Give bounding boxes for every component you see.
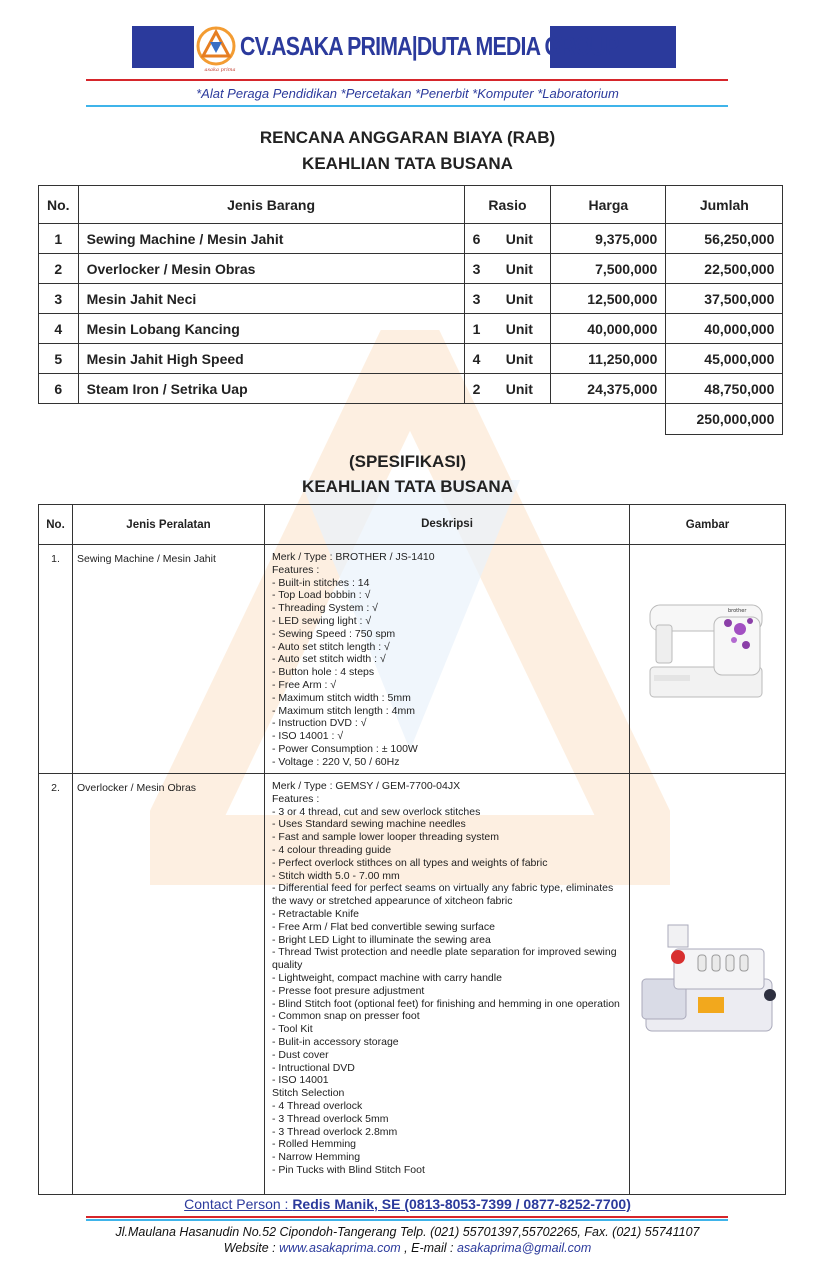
table-row (39, 545, 786, 774)
row-qty: 2 (464, 374, 488, 404)
company-address: Jl.Maulana Hasanudin No.52 Cipondoh-Tangerang Telp. (021) 55701397,55702265, Fax. (021) 55741107 (115, 1225, 700, 1239)
spec-row-desc: Merk / Type : GEMSY / GEM-7700-04JX Features : - 3 or 4 thread, cut and sew overlock stitches - Uses Standard sewing machine needles - Fast and sample lower looper threading system - 4 colour threading guide - Perfect overlock stithces on all types and weights of fabric - Stitch width 5.0 - 7.00 mm - Differential feed for perfect seams on virtually any fabric type, eliminates the wavy or stretched appearunce of xitcheon fabric - Retractable Knife - Free Arm / Flat bed convertible sewing surface - Bright LED Light to illuminate the sewing area - Thread Twist protection and needle plate separation for improved sewing quality - Lightweight, compact machine with carry handle - Presse foot presure adjustment - Blind Stitch foot (optional feet) for finishing and hemming in one operation - Common snap on presser foot - Tool Kit - Bulit-in accessory storage - Dust cover - Intructional DVD - ISO 14001 Stitch Selection - 4 Thread overlock - 3 Thread overlock 5mm - 3 Thread overlock 2.8mm - Rolled Hemming - Narrow Hemming - Pin Tucks with Blind Stitch Foot (265, 774, 630, 1195)
row-item: Mesin Lobang Kancing (78, 314, 464, 344)
machine-brand-label: brother (728, 608, 747, 614)
row-item: Sewing Machine / Mesin Jahit (78, 224, 464, 254)
rab-col-item: Jenis Barang (78, 186, 464, 224)
row-price: 40,000,000 (551, 314, 666, 344)
row-unit: Unit (488, 314, 551, 344)
row-item: Steam Iron / Setrika Uap (78, 374, 464, 404)
table-row (39, 224, 783, 254)
table-row (39, 774, 786, 1195)
spec-row-image (630, 545, 786, 774)
contact-value: Redis Manik, SE (0813-8053-7399 / 0877-8252-7700) (292, 1196, 631, 1212)
website-label: Website : (223, 1241, 280, 1255)
company-name: CV.ASAKA PRIMA|DUTA MEDIA GROUP (240, 31, 619, 61)
rab-col-total: Jumlah (666, 186, 783, 224)
table-row (39, 314, 783, 344)
table-row (39, 344, 783, 374)
email-label: , E-mail : (400, 1241, 457, 1255)
rab-col-price: Harga (551, 186, 666, 224)
row-total: 45,000,000 (666, 344, 783, 374)
grand-total: 250,000,000 (666, 404, 783, 435)
spec-row-no: 2. (39, 774, 73, 1195)
spec-table (38, 504, 786, 1195)
spec-row-desc: Merk / Type : BROTHER / JS-1410 Features : - Built-in stitches : 14 - Top Load bobbin : √ - Threading System : √ - LED sewing light : √ - Sewing Speed : 750 spm - Auto set stitch length : √ - Auto set stitch width : √ - Button hole : 4 steps - Free Arm : √ - Maximum stitch width : 5mm - Maximum stitch length : 4mm - Instruction DVD : √ - ISO 14001 : √ - Power Consumption : ± 100W - Voltage : 220 V, 50 / 60Hz (265, 545, 630, 774)
row-price: 24,375,000 (551, 374, 666, 404)
website-link[interactable]: www.asakaprima.com (279, 1241, 401, 1255)
rab-col-no: No. (39, 186, 79, 224)
contact-person (0, 1196, 815, 1212)
row-qty: 3 (464, 284, 488, 314)
contact-label: Contact Person : (184, 1196, 293, 1212)
row-price: 11,250,000 (551, 344, 666, 374)
row-price: 7,500,000 (551, 254, 666, 284)
spec-col-image: Gambar (630, 505, 786, 545)
logo-caption: asaka prima (204, 67, 236, 73)
row-no: 5 (39, 344, 79, 374)
row-no: 2 (39, 254, 79, 284)
table-row (39, 374, 783, 404)
spec-header-row (39, 505, 786, 545)
row-price: 12,500,000 (551, 284, 666, 314)
spec-row-item: Sewing Machine / Mesin Jahit (73, 545, 265, 774)
row-total: 48,750,000 (666, 374, 783, 404)
row-unit: Unit (488, 374, 551, 404)
row-no: 6 (39, 374, 79, 404)
row-qty: 3 (464, 254, 488, 284)
spec-col-desc: Deskripsi (265, 505, 630, 545)
overlocker-image (638, 919, 778, 1039)
row-unit: Unit (488, 344, 551, 374)
email-link[interactable]: asakaprima@gmail.com (456, 1241, 592, 1255)
row-total: 22,500,000 (666, 254, 783, 284)
header-rule-blue (86, 105, 728, 107)
row-total: 37,500,000 (666, 284, 783, 314)
row-qty: 1 (464, 314, 488, 344)
grand-total-row (39, 404, 783, 435)
spec-col-no: No. (39, 505, 73, 545)
spec-row-item: Overlocker / Mesin Obras (73, 774, 265, 1195)
footer-rule-red (86, 1216, 728, 1218)
rab-title: RENCANA ANGGARAN BIAYA (RAB) (259, 128, 556, 147)
table-row (39, 284, 783, 314)
sewing-machine-image (642, 595, 772, 710)
row-no: 3 (39, 284, 79, 314)
rab-col-ratio: Rasio (464, 186, 551, 224)
row-unit: Unit (488, 254, 551, 284)
spec-row-image (630, 774, 786, 1195)
spec-row-no: 1. (39, 545, 73, 774)
rab-table (38, 185, 783, 435)
row-no: 4 (39, 314, 79, 344)
rab-subtitle: KEAHLIAN TATA BUSANA (302, 154, 513, 173)
header-band-left (132, 26, 194, 68)
table-row (39, 254, 783, 284)
row-no: 1 (39, 224, 79, 254)
header-rule-red (86, 79, 728, 81)
website-line (0, 1241, 815, 1255)
row-item: Overlocker / Mesin Obras (78, 254, 464, 284)
row-price: 9,375,000 (551, 224, 666, 254)
row-unit: Unit (488, 224, 551, 254)
spec-subtitle: KEAHLIAN TATA BUSANA (302, 477, 513, 496)
row-unit: Unit (488, 284, 551, 314)
row-qty: 4 (464, 344, 488, 374)
company-logo-icon (196, 26, 236, 66)
row-qty: 6 (464, 224, 488, 254)
row-total: 56,250,000 (666, 224, 783, 254)
row-item: Mesin Jahit Neci (78, 284, 464, 314)
services-line: *Alat Peraga Pendidikan *Percetakan *Penerbit *Komputer *Laboratorium (196, 86, 619, 101)
spec-title: (SPESIFIKASI) (348, 452, 467, 471)
rab-header-row (39, 186, 783, 224)
spec-col-item: Jenis Peralatan (73, 505, 265, 545)
footer-rule-blue (86, 1219, 728, 1221)
row-total: 40,000,000 (666, 314, 783, 344)
row-item: Mesin Jahit High Speed (78, 344, 464, 374)
